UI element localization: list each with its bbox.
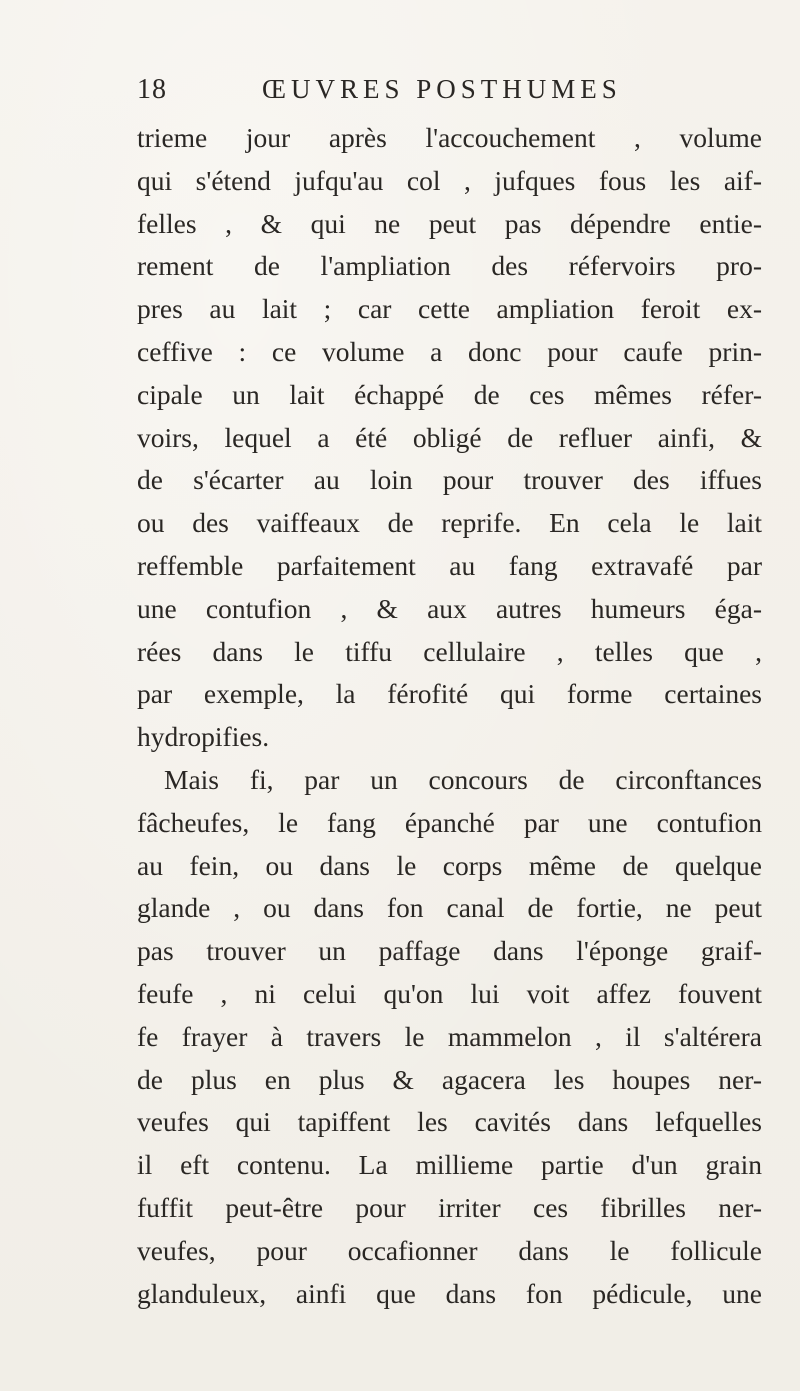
- text-line: hydropifies.: [137, 721, 270, 753]
- text-line: pas trouver un paffage dans l'éponge graif-: [137, 935, 762, 967]
- text-line: cipale un lait échappé de ces mêmes réfer-: [137, 378, 762, 410]
- text-line: felles , & qui ne peut pas dépendre entie-: [137, 207, 762, 239]
- text-line: par exemple, la férofité qui forme certaines: [137, 678, 762, 710]
- text-line: pres au lait ; car cette ampliation feroit ex-: [137, 293, 762, 325]
- text-line: au fein, ou dans le corps même de quelque: [137, 849, 762, 881]
- text-line: reffemble parfaitement au fang extravafé par: [137, 549, 762, 581]
- page-header: [137, 74, 697, 114]
- text-line: fâcheufes, le fang épanché par une contufion: [137, 806, 762, 838]
- text-line: trieme jour après l'accouchement , volume: [137, 122, 762, 153]
- text-line: rées dans le tiffu cellulaire , telles que ,: [137, 635, 762, 667]
- text-line: veufes, pour occafionner dans le follicule: [137, 1234, 762, 1266]
- text-line: de s'écarter au loin pour trouver des iffues: [137, 464, 762, 496]
- text-line: voirs, lequel a été obligé de refluer ainfi, &: [137, 421, 762, 453]
- text-line: il eft contenu. La millieme partie d'un grain: [137, 1149, 762, 1181]
- text-line: ceffive : ce volume a donc pour caufe prin-: [137, 335, 762, 367]
- text-line: glande , ou dans fon canal de fortie, ne peut: [137, 892, 762, 924]
- text-line: veufes qui tapiffent les cavités dans lefquelles: [137, 1106, 762, 1138]
- text-line: Mais fi, par un concours de circonftances: [164, 763, 762, 795]
- running-title: ŒUVRES POSTHUMES: [262, 74, 622, 104]
- text-line: rement de l'ampliation des réfervoirs pro-: [137, 250, 762, 282]
- text-line: une contufion , & aux autres humeurs éga-: [137, 592, 762, 624]
- page-number: 18: [137, 74, 167, 105]
- text-line: fe frayer à travers le mammelon , il s'altérera: [137, 1020, 762, 1052]
- body-text: [137, 117, 777, 1315]
- text-line: glanduleux, ainfi que dans fon pédicule, une: [137, 1277, 762, 1309]
- text-line: qui s'étend jufqu'au col , jufques fous les aif-: [137, 164, 762, 196]
- text-line: feufe , ni celui qu'on lui voit affez fouvent: [137, 977, 762, 1009]
- text-line: fuffit peut-être pour irriter ces fibrilles ner-: [137, 1191, 762, 1223]
- text-line: ou des vaiffeaux de reprife. En cela le lait: [137, 507, 762, 539]
- text-line: de plus en plus & agacera les houpes ner-: [137, 1063, 762, 1095]
